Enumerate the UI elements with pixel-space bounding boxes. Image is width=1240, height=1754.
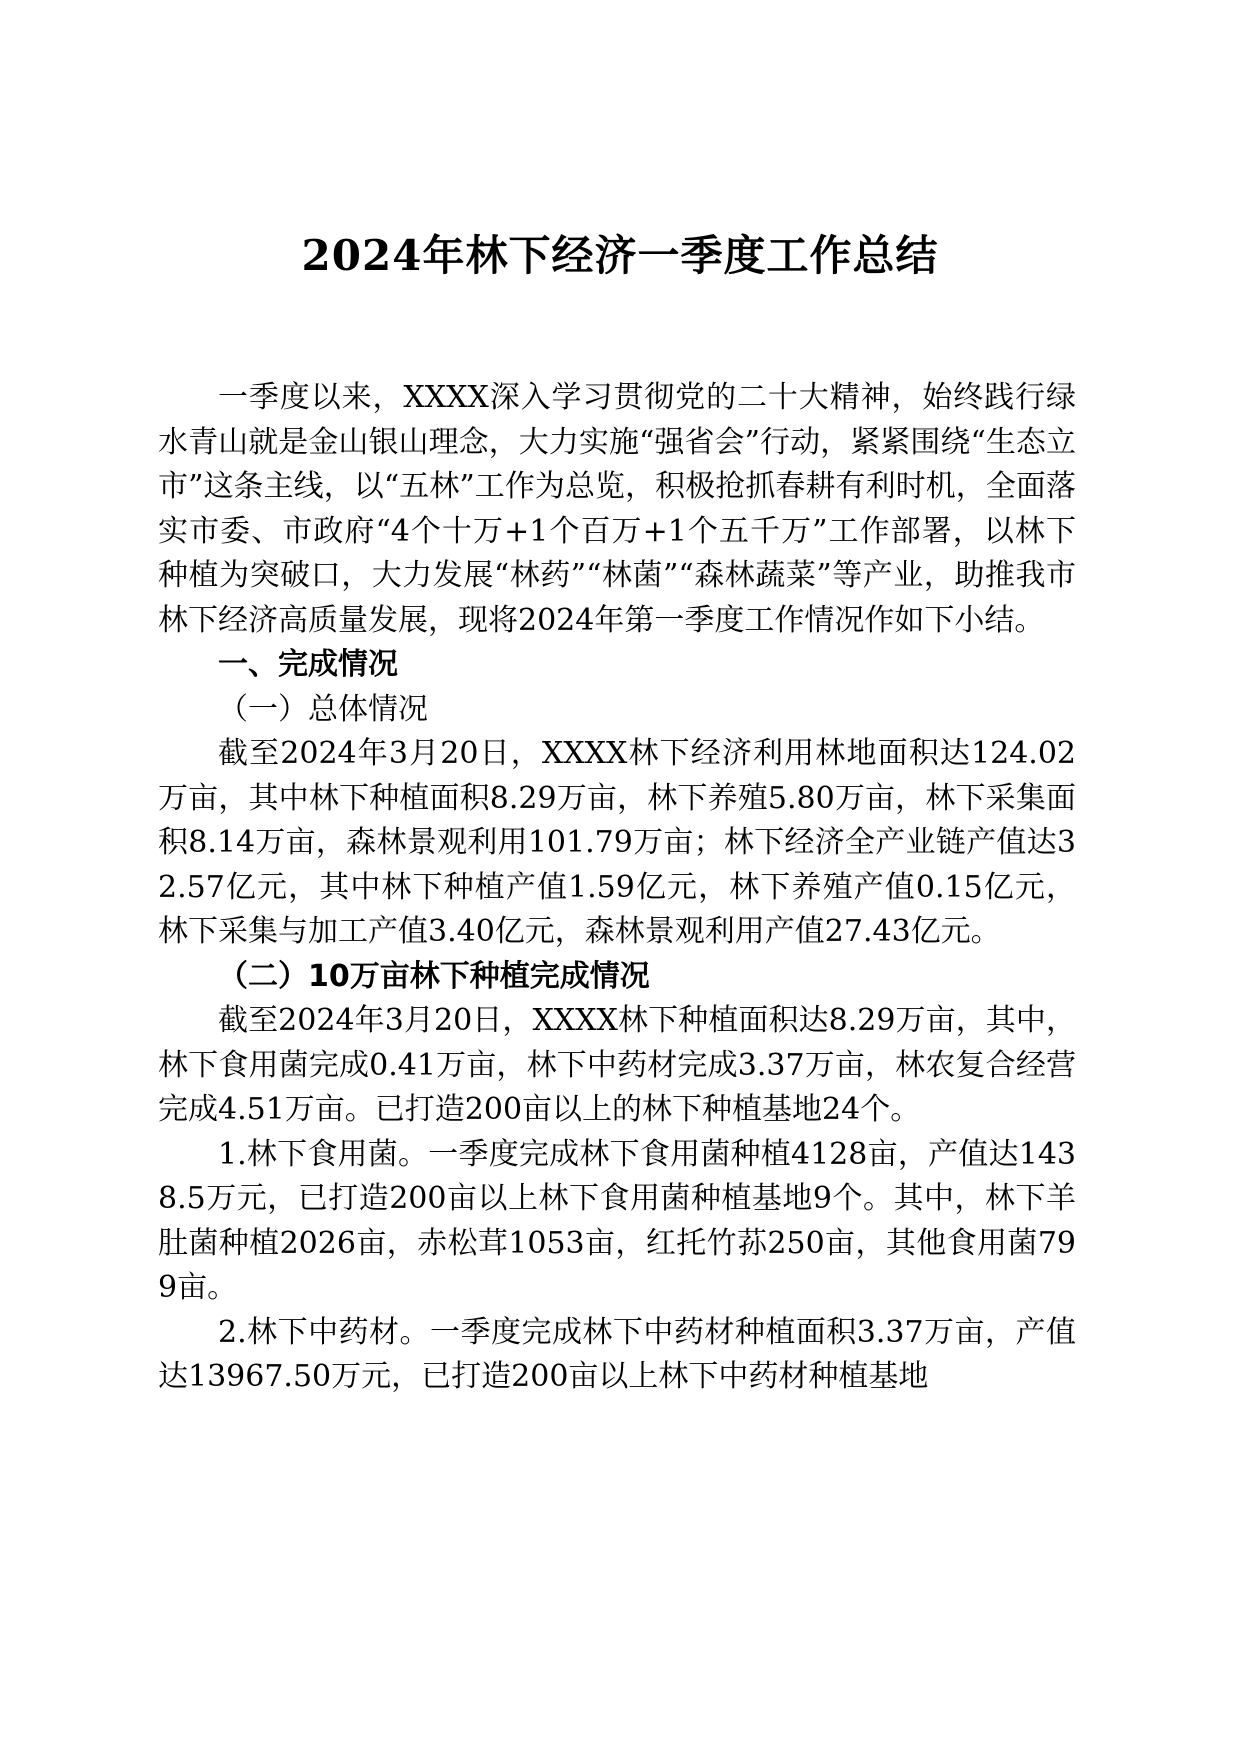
overall-paragraph: 截至2024年3月20日，XXXX林下经济利用林地面积达124.02万亩，其中林下种植面积8.29万亩，林下养殖5.80万亩，林下采集面积8.14万亩，森林景观利用101.79万亩；林下经济全产业链产值达32.57亿元，其中林下种植产值1.59亿元，林下养殖产值0.15亿元，林下采集与加工产值3.40亿元，森林景观利用产值27.43亿元。 [158,736,1076,949]
document-title: 2024年林下经济一季度工作总结 [301,231,939,280]
intro-paragraph: 一季度以来，XXXX深入学习贯彻党的二十大精神，始终践行绿水青山就是金山银山理念，大力实施“强省会”行动，紧紧围绕“生态立市”这条主线，以“五林”工作为总览，积极抢抓春耕有利时机，全面落实市委、市政府“4个十万+1个百万+1个五千万”工作部署，以林下种植为突破口，大力发展“林药”“林菌”“森林蔬菜”等产业，助推我市林下经济高质量发展，现将2024年第一季度工作情况作如下小结。 [158,380,1076,638]
planting-paragraph: 截至2024年3月20日，XXXX林下种植面积达8.29万亩，其中，林下食用菌完成0.41万亩，林下中药材完成3.37万亩，林农复合经营完成4.51万亩。已打造200亩以上的林下种植基地24个。 [158,1003,1076,1127]
herbs-paragraph: 2.林下中药材。一季度完成林下中药材种植面积3.37万亩，产值达13967.50万元，已打造200亩以上林下中药材种植基地 [158,1314,1076,1394]
fungi-paragraph: 1.林下食用菌。一季度完成林下食用菌种植4128亩，产值达1438.5万元，已打造200亩以上林下食用菌种植基地9个。其中，林下羊肚菌种植2026亩，赤松茸1053亩，红托竹荪250亩，其他食用菌799亩。 [158,1136,1076,1305]
subsection-heading-planting: （二）10万亩林下种植完成情况 [218,958,650,994]
document-body [158,376,1076,1400]
subsection-heading-overall: （一）总体情况 [218,691,428,727]
section-heading-completion: 一、完成情况 [218,647,398,682]
